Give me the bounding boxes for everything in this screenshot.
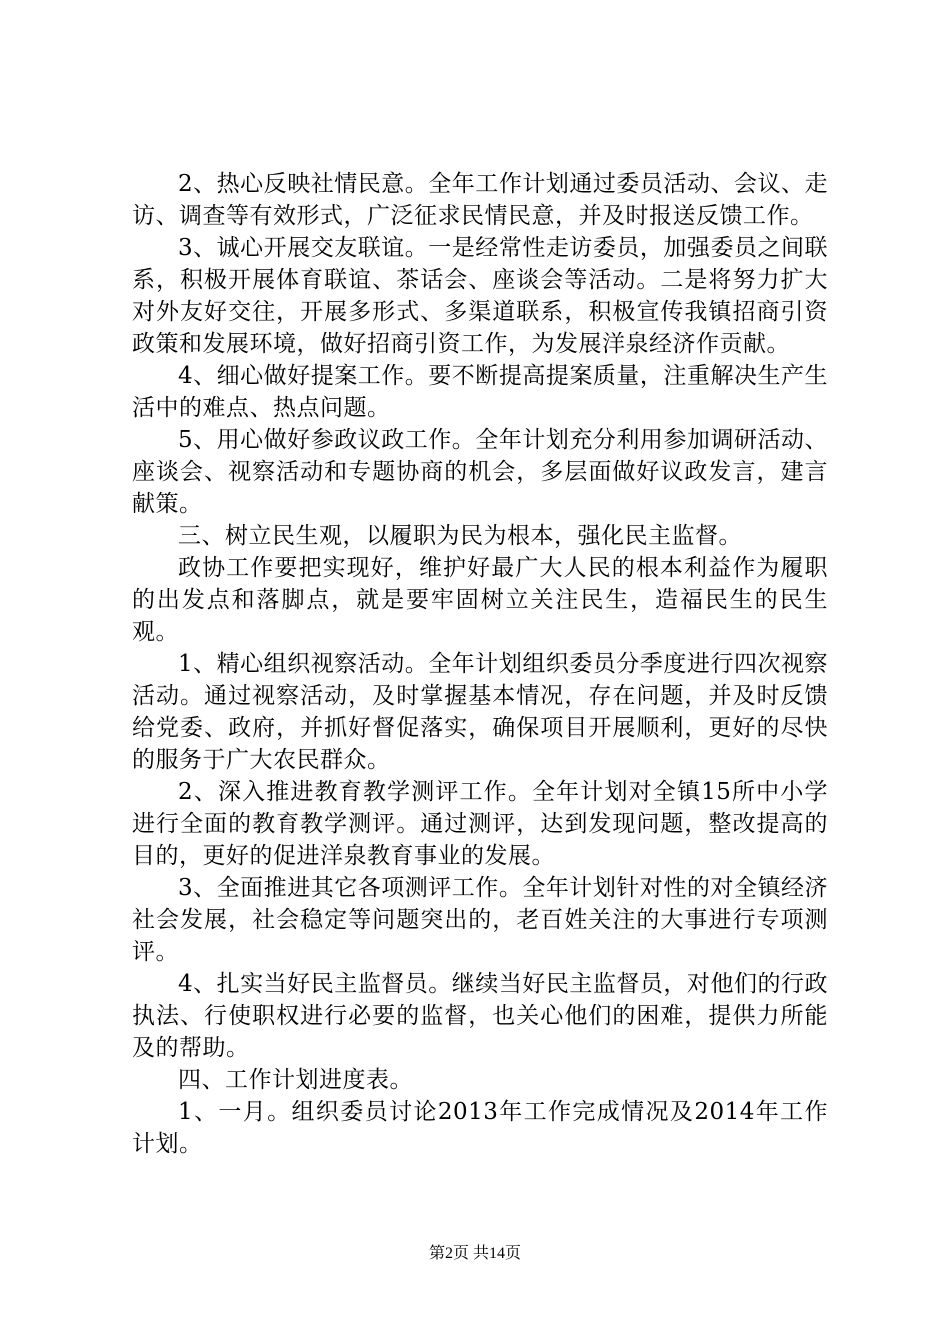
paragraph-1: 2、热心反映社情民意。全年工作计划通过委员活动、会议、走访、调查等有效形式，广泛征求民情民意，并及时报送反馈工作。 <box>132 171 828 229</box>
paragraph-6: 政协工作要把实现好，维护好最广大人民的根本利益作为履职的出发点和落脚点，就是要牢固树立关注民生，造福民生的民生观。 <box>132 555 828 645</box>
paragraph-8: 2、深入推进教育教学测评工作。全年计划对全镇15所中小学进行全面的教育教学测评。通过测评，达到发现问题，整改提高的目的，更好的促进洋泉教育事业的发展。 <box>132 779 828 869</box>
paragraph-2: 3、诚心开展交友联谊。一是经常性走访委员，加强委员之间联系，积极开展体育联谊、茶话会、座谈会等活动。二是将努力扩大对外友好交往，开展多形式、多渠道联系，积极宣传我镇招商引资政策和发展环境，做好招商引资工作，为发展洋泉经济作贡献。 <box>132 235 828 357</box>
section-heading-4: 四、工作计划进度表。 <box>178 1067 413 1093</box>
page-footer: 第2页 共14页 <box>428 1245 521 1262</box>
paragraph-4: 5、用心做好参政议政工作。全年计划充分利用参加调研活动、座谈会、视察活动和专题协商的机会，多层面做好议政发言，建言献策。 <box>132 427 828 517</box>
document-body <box>132 168 828 1160</box>
paragraph-3: 4、细心做好提案工作。要不断提高提案质量，注重解决生产生活中的难点、热点问题。 <box>132 363 828 421</box>
paragraph-10: 4、扎实当好民主监督员。继续当好民主监督员，对他们的行政执法、行使职权进行必要的监督，也关心他们的困难，提供力所能及的帮助。 <box>132 971 828 1061</box>
paragraph-12: 1、一月。组织委员讨论2013年工作完成情况及2014年工作计划。 <box>132 1099 828 1157</box>
paragraph-7: 1、精心组织视察活动。全年计划组织委员分季度进行四次视察活动。通过视察活动，及时掌握基本情况，存在问题，并及时反馈给党委、政府，并抓好督促落实，确保项目开展顺利，更好的尽快的服务于广大农民群众。 <box>132 651 828 773</box>
paragraph-9: 3、全面推进其它各项测评工作。全年计划针对性的对全镇经济社会发展，社会稳定等问题突出的，老百姓关注的大事进行专项测评。 <box>132 875 828 965</box>
section-heading-3: 三、树立民生观，以履职为民为根本，强化民主监督。 <box>178 523 742 549</box>
